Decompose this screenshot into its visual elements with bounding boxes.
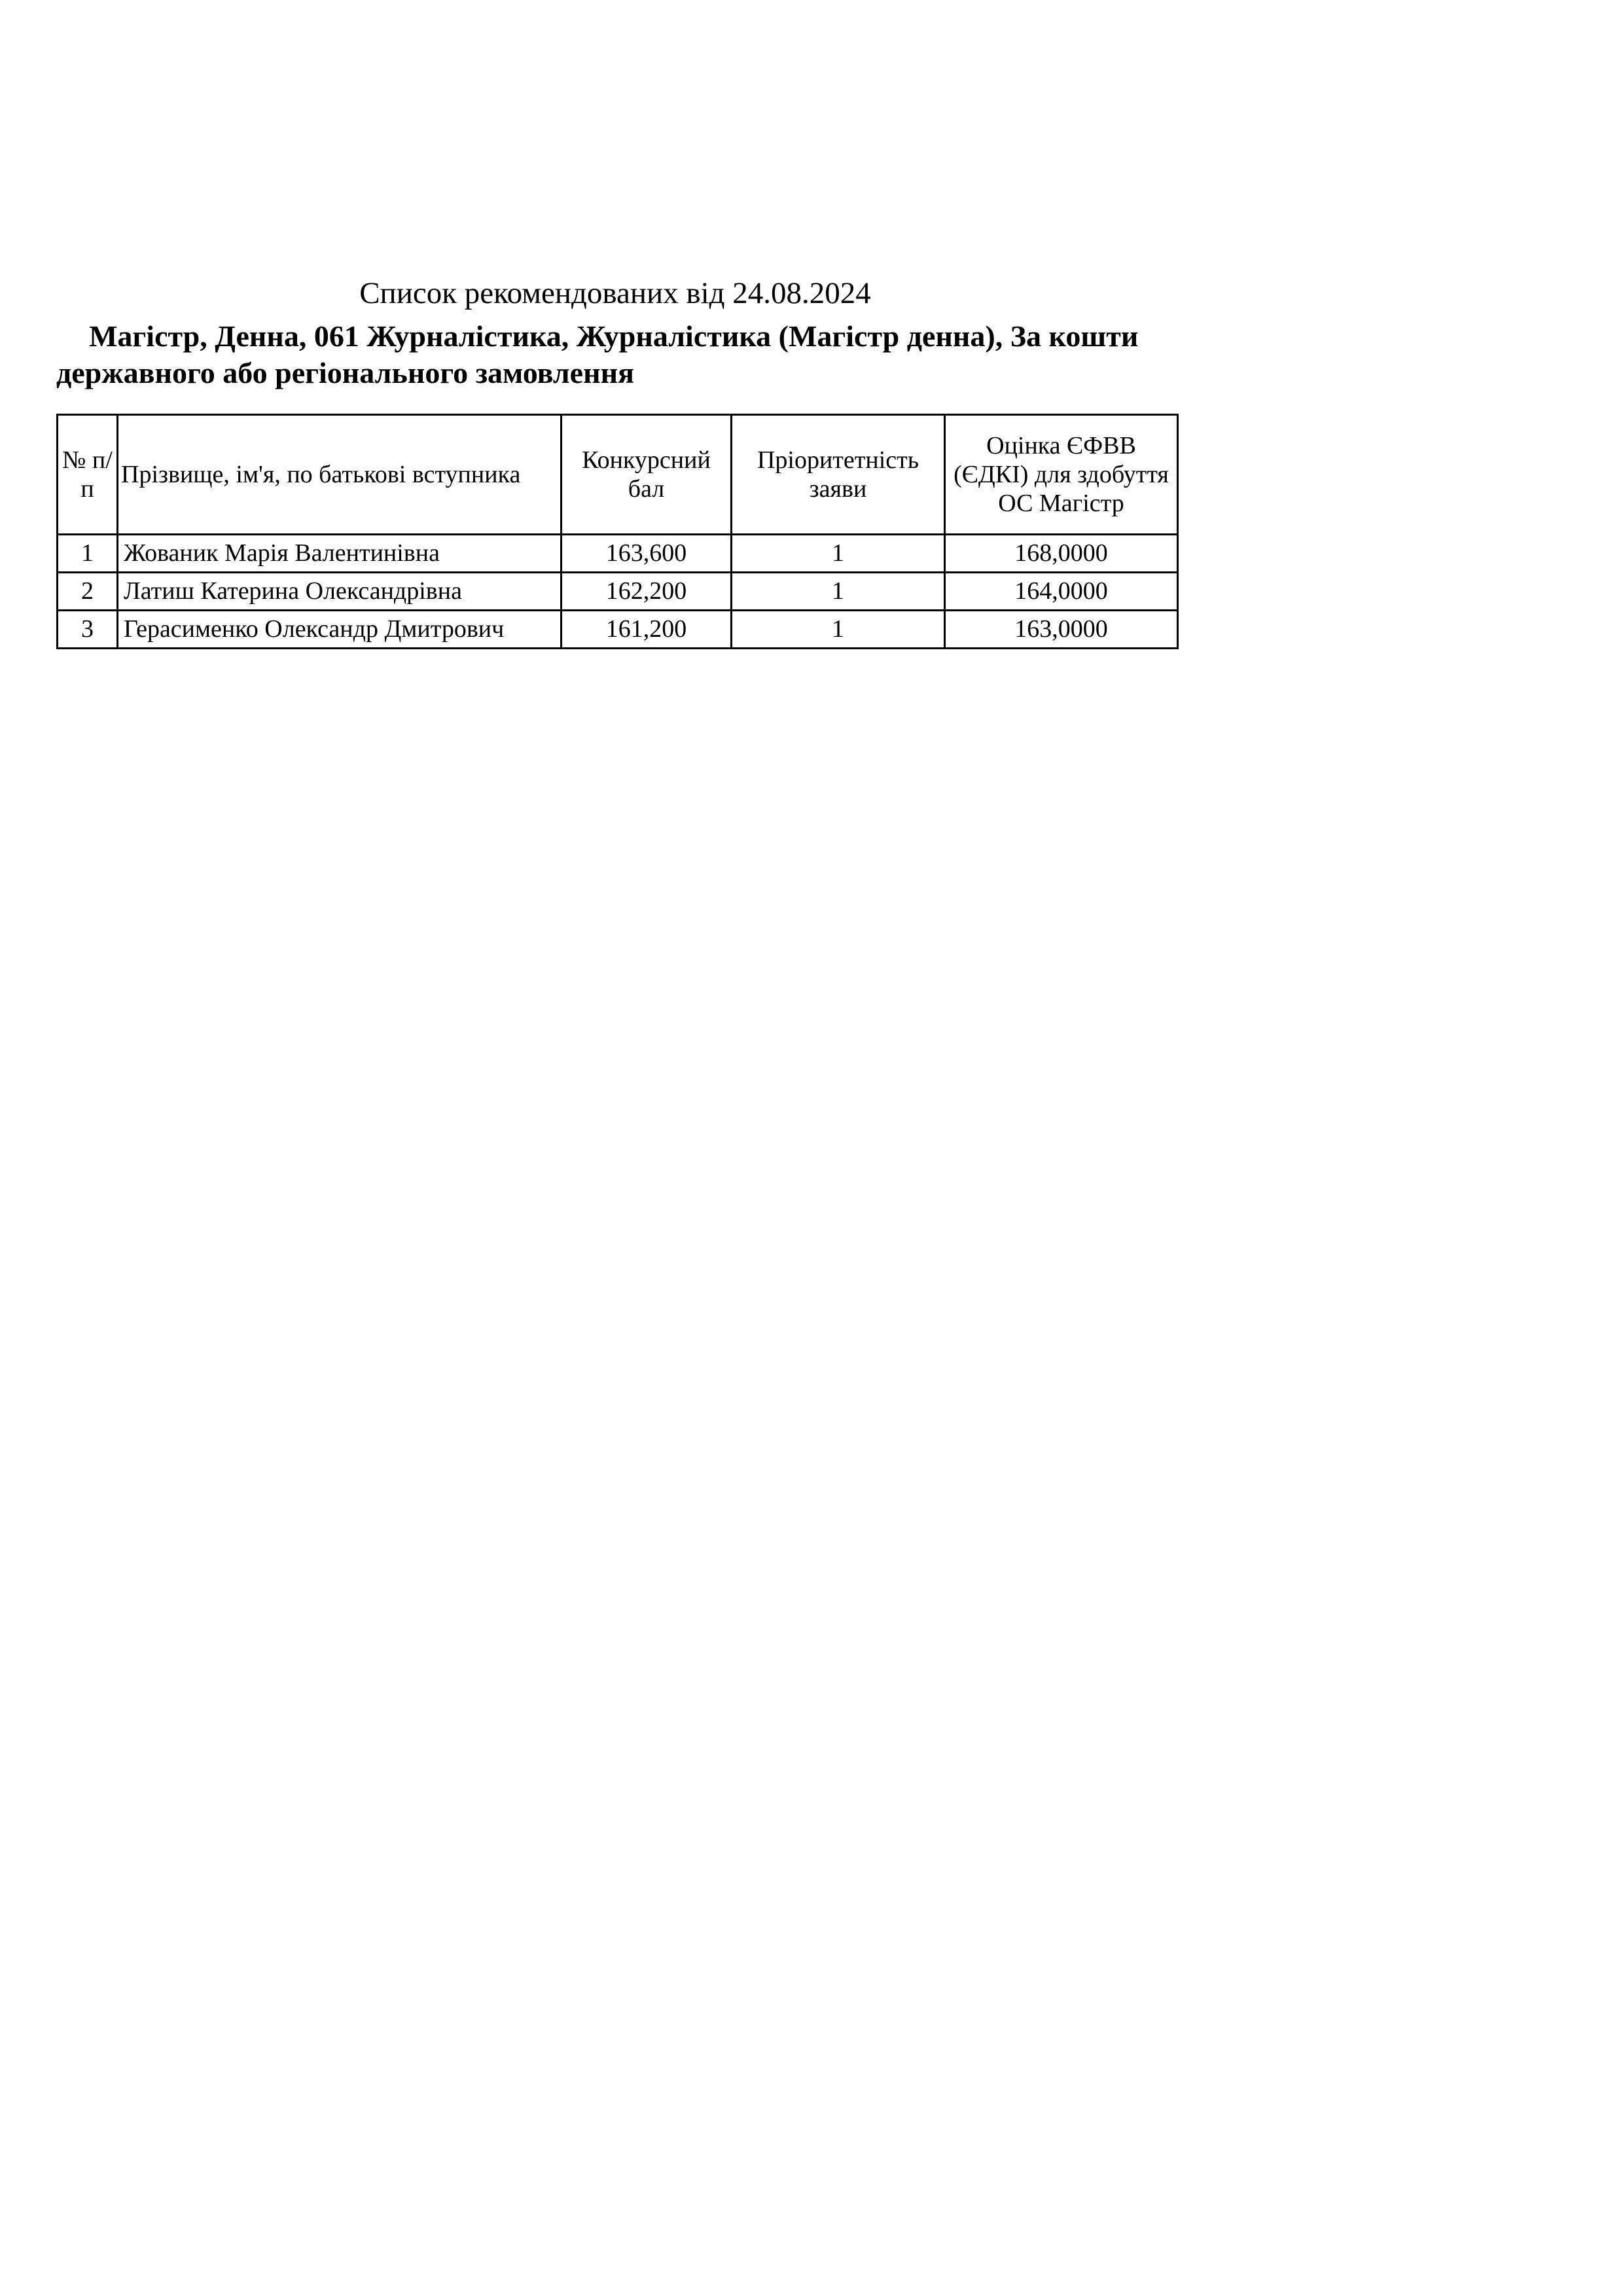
cell-number: 2 (58, 573, 118, 611)
cell-full-name: Латиш Катерина Олександрівна (118, 573, 562, 611)
cell-competitive-score: 163,600 (562, 535, 732, 573)
cell-full-name: Герасименко Олександр Дмитрович (118, 611, 562, 649)
recommended-list-table (56, 414, 1179, 649)
cell-application-priority: 1 (732, 573, 945, 611)
table-row (58, 573, 1178, 611)
cell-full-name: Жованик Марія Валентинівна (118, 535, 562, 573)
table-row (58, 611, 1178, 649)
cell-number: 1 (58, 535, 118, 573)
document-title: Список рекомендованих від 24.08.2024 (359, 276, 871, 310)
cell-exam-score: 164,0000 (945, 573, 1178, 611)
cell-exam-score: 163,0000 (945, 611, 1178, 649)
header-application-priority: Пріоритетність заяви (732, 415, 945, 535)
header-full-name: Прізвище, ім'я, по батькові вступника (118, 415, 562, 535)
table-row (58, 535, 1178, 573)
cell-application-priority: 1 (732, 611, 945, 649)
header-exam-score: Оцінка ЄФВВ (ЄДКІ) для здобуття ОС Магістр (945, 415, 1178, 535)
document-subtitle: Магістр, Денна, 061 Журналістика, Журналістика (Магістр денна), За кошти державного або регіонального замовлення (56, 319, 1139, 390)
cell-exam-score: 168,0000 (945, 535, 1178, 573)
cell-application-priority: 1 (732, 535, 945, 573)
cell-number: 3 (58, 611, 118, 649)
cell-competitive-score: 162,200 (562, 573, 732, 611)
header-competitive-score: Конкурсний бал (562, 415, 732, 535)
table-header-row (58, 415, 1178, 535)
header-number: № п/п (58, 415, 118, 535)
cell-competitive-score: 161,200 (562, 611, 732, 649)
